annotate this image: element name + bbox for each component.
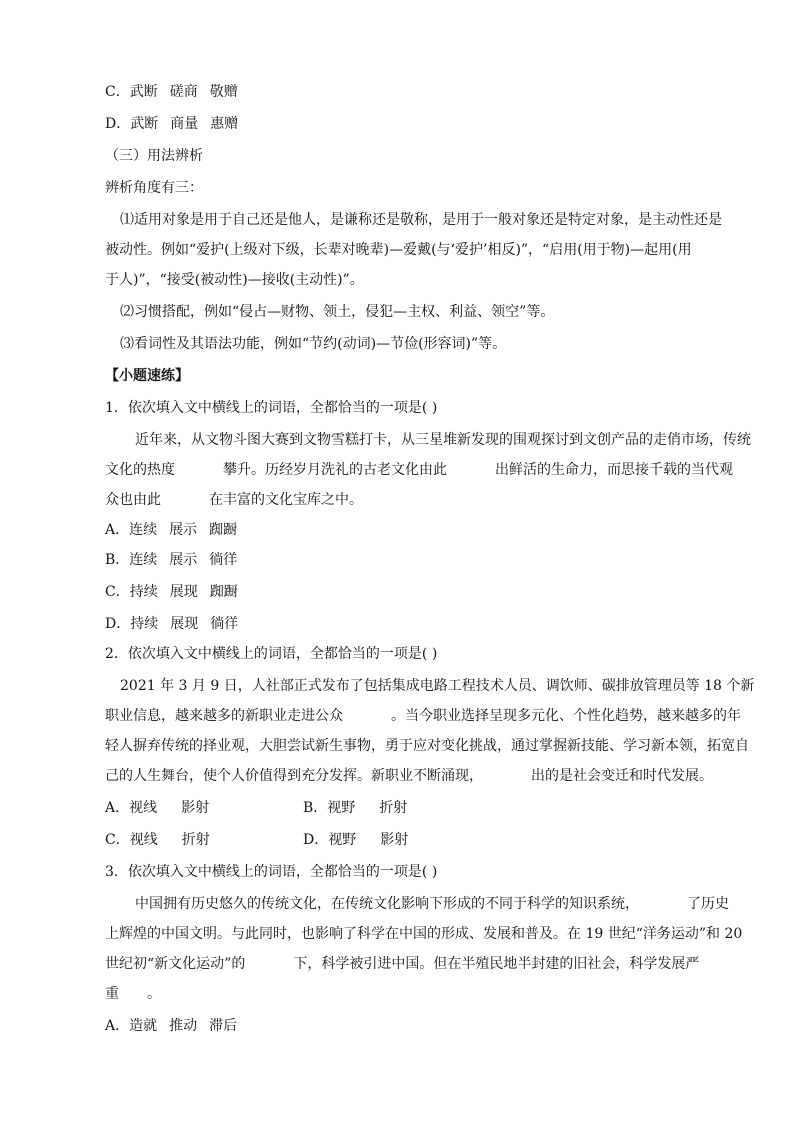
paragraph-line: ⑵习惯搭配，例如“侵占—财物、领土，侵犯—主权、利益、领空”等。 [120,304,555,320]
option-a [105,520,249,540]
passage-text: 文化的热度 [105,462,175,478]
paragraph-line: ⑴适用对象是用于自己还是他人，是谦称还是敬称，是用于一般对象还是特定对象，是主动性还是 [120,212,722,228]
passage-text: 了历史 [687,896,729,912]
passage-text: 下，科学被引进中国。但在半殖民地半封建的旧社会，科学发展严 [293,956,700,972]
passage-line: 2021 年 3 月 9 日，人社部正式发布了包括集成电路工程技术人员、调饮师、碳排放管理员等 18 个新 [120,678,755,694]
option-letter: D． [303,832,329,848]
passage-text: 职业信息，越来越多的新职业走进公众 [105,708,343,724]
section-heading: （三）用法辨析 [105,148,203,164]
option-letter: A． [105,522,130,538]
option-c [105,582,250,602]
option-word: 视野 [327,800,356,816]
practice-heading: 【小题速练】 [105,368,189,384]
option-letter: B． [303,800,328,816]
passage-text: 。 [147,986,161,1002]
option-word: 武断 [130,116,159,132]
paragraph-line: 于人)”，“接受(被动性)—接收(主动性)”。 [105,272,364,288]
option-word: 惠赠 [210,116,239,132]
passage-line [105,706,741,726]
passage-line [105,766,713,786]
paragraph-line: ⑶看词性及其语法功能，例如“节约(动词)—节俭(形容词)”等。 [120,336,507,352]
question-stem: 2．依次填入文中横线上的词语，全都恰当的一项是( ) [105,646,438,662]
passage-text: 在丰富的文化宝库之中。 [209,492,363,508]
passage-text: 中国拥有历史悠久的传统文化，在传统文化影响下形成的不同于科学的知识系统， [135,896,639,912]
option-letter: C． [105,584,130,600]
passage-line [105,954,699,974]
passage-text: 攀升。历经岁月洗礼的古老文化由此 [223,462,447,478]
option-word: 展现 [169,584,198,600]
option-word: 武断 [129,84,158,100]
option-word: 视线 [129,832,158,848]
option-word: 视野 [328,832,357,848]
question-stem: 3．依次填入文中横线上的词语，全都恰当的一项是( ) [105,864,438,880]
passage-line [105,490,363,510]
option-letter: D． [105,116,131,132]
option-c [105,82,250,102]
passage-text: 。当今职业选择呈现多元化、个性化趋势，越来越多的年 [391,708,741,724]
passage-text: 世纪初“新文化运动”的 [105,956,246,972]
option-word: 持续 [130,616,159,632]
passage-line: 轻人摒弃传统的择业观，大胆尝试新生事物，勇于应对变化挑战，通过掌握新技能、学习新本领，拓宽自 [105,738,749,754]
option-word: 商量 [170,116,199,132]
section-intro: 辨析角度有三： [105,180,203,196]
passage-text: 己的人生舞台，使个人价值得到充分发挥。新职业不断涌现， [105,768,483,784]
option-letter: B． [105,552,130,568]
option-word: 磋商 [169,84,198,100]
passage-text: 出的是社会变迁和时代发展。 [531,768,713,784]
option-word: 展现 [170,616,199,632]
option-letter: A． [105,800,130,816]
option-word: 持续 [129,584,158,600]
passage-line [105,460,733,480]
option-word: 连续 [129,522,158,538]
option-word: 视线 [129,800,158,816]
option-d [303,830,420,850]
option-d [105,614,250,634]
option-word: 徜徉 [210,616,239,632]
option-word: 徜徉 [209,552,238,568]
passage-text: 众也由此 [105,492,161,508]
option-b [105,550,249,570]
option-letter: C． [105,832,130,848]
option-word: 影射 [181,800,210,816]
passage-line: 近年来，从文物斗图大赛到文物雪糕打卡，从三星堆新发现的围观探讨到文创产品的走俏市场，传统 [135,432,751,448]
passage-line: 上辉煌的中国文明。与此同时，也影响了科学在中国的形成、发展和普及。在 19 世纪“洋务运动”和 20 [105,926,743,942]
option-word: 展示 [169,552,198,568]
passage-text: 出鲜活的生命力，而思接千载的当代观 [495,462,733,478]
option-b [303,798,419,818]
question-stem: 1．依次填入文中横线上的词语，全都恰当的一项是( ) [105,400,438,416]
option-letter: A． [105,1018,130,1034]
passage-line [135,894,729,914]
option-c [105,830,222,850]
option-a [105,1016,249,1036]
option-word: 推动 [169,1018,198,1034]
option-word: 展示 [169,522,198,538]
option-word: 敬赠 [209,84,238,100]
option-word: 踟蹰 [209,584,238,600]
option-a [105,798,221,818]
option-word: 折射 [379,800,408,816]
passage-text: 重 [105,986,119,1002]
option-d [105,114,250,134]
option-word: 连续 [129,552,158,568]
option-word: 造就 [129,1018,158,1034]
option-word: 踟蹰 [209,522,238,538]
option-word: 影射 [380,832,409,848]
option-word: 滞后 [209,1018,238,1034]
option-letter: D． [105,616,131,632]
passage-line [105,984,161,1004]
paragraph-line: 被动性。例如“爱护(上级对下级，长辈对晚辈)—爱戴(与‘爱护’相反)”，“启用(用于物)—起用(用 [105,242,692,258]
option-word: 折射 [181,832,210,848]
option-letter: C． [105,84,130,100]
